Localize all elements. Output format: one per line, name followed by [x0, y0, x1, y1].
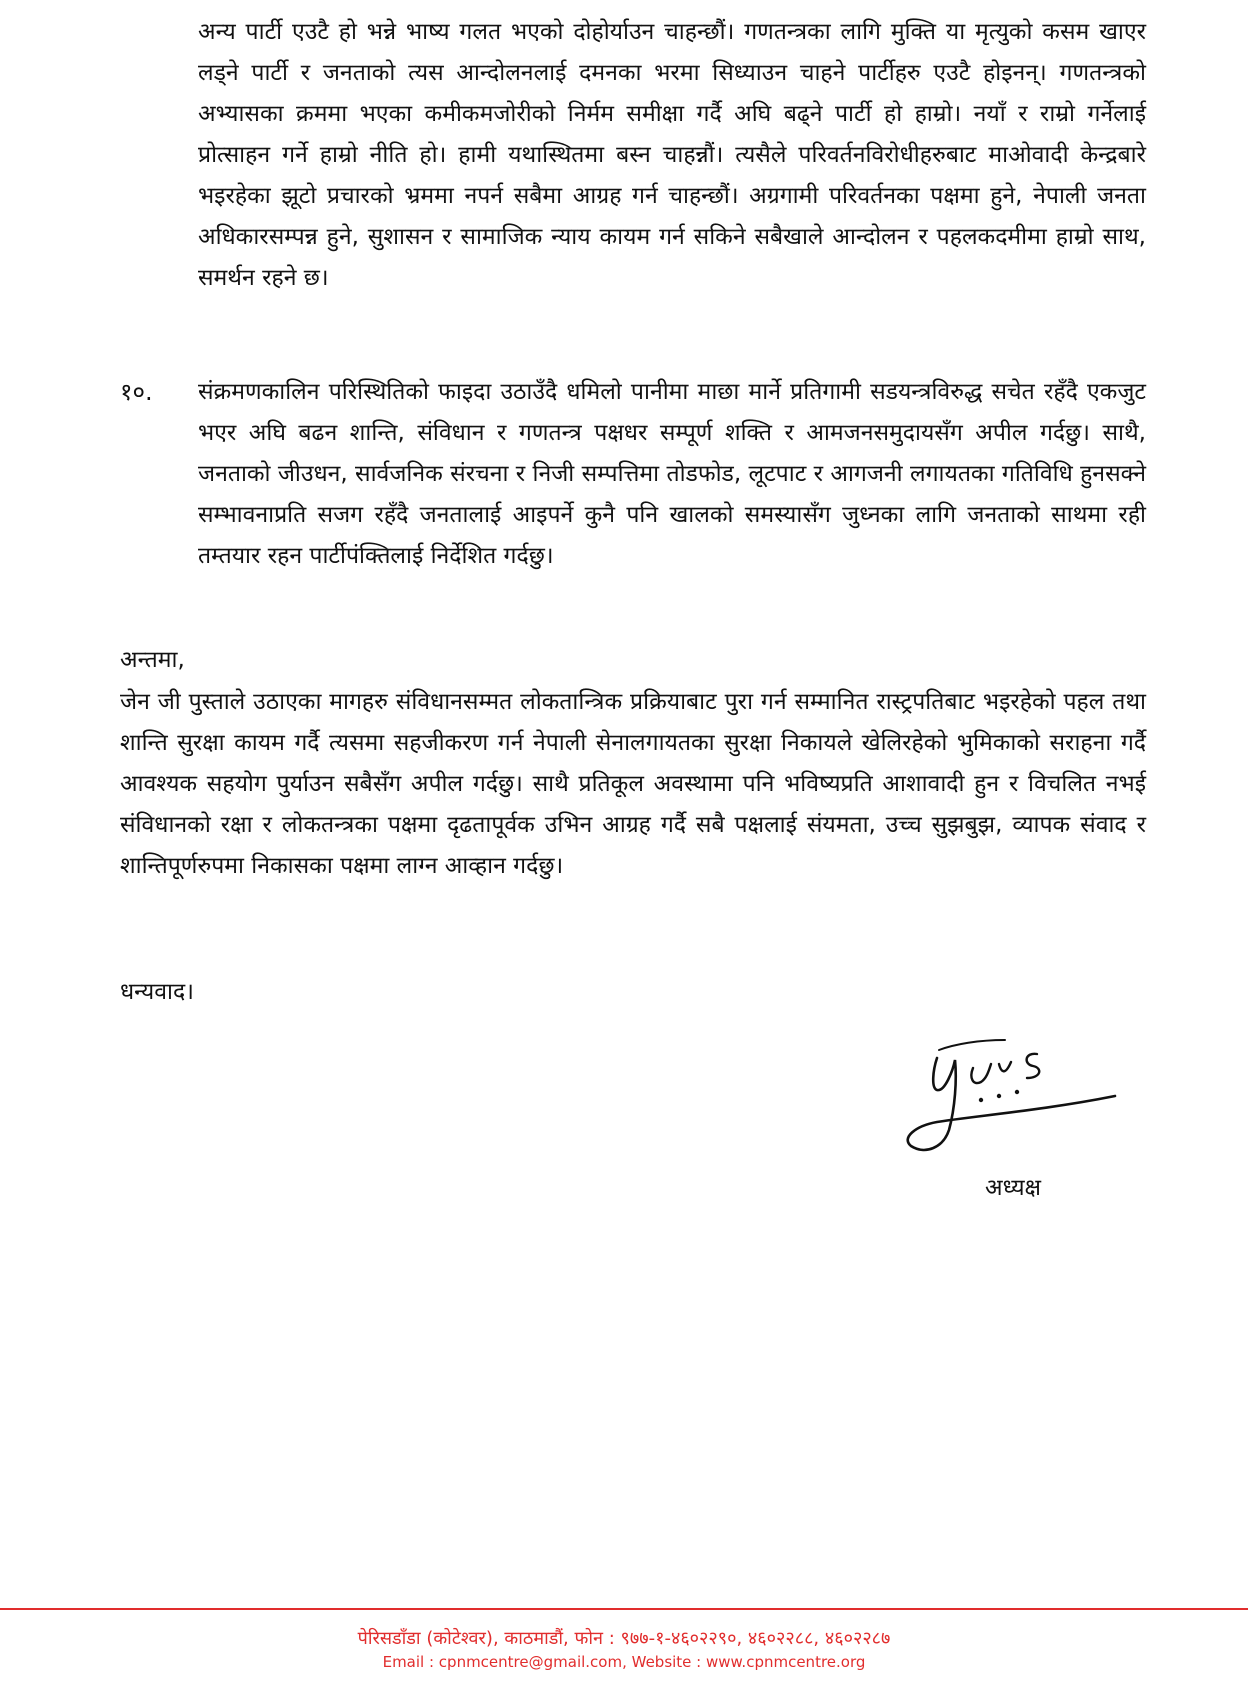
item-text: संक्रमणकालिन परिस्थितिको फाइदा उठाउँदै धमिलो पानीमा माछा मार्ने प्रतिगामी सडयन्त्रविरुद्ध सचेत रहँदै एकजुट भएर अघि बढन शान्ति, संविधान र गणतन्त्र पक्षधर सम्पूर्ण शक्ति र आमजनसमुदायसँग अपील गर्दछु। साथै, जनताको जीउधन, सार्वजनिक संरचना र निजी सम्पत्तिमा तोडफोड, लूटपाट र आगजनी लगायतका गतिविधि हुनसक्ने सम्भावनाप्रति सजग रहँदै जनतालाई आइपर्ने कुनै पनि खालको समस्यासँग जुध्नका लागि जनताको साथमा रही तम्तयार रहन पार्टीपंक्तिलाई निर्देशित गर्दछु।: [198, 379, 1146, 569]
thanks-text: धन्यवाद।: [120, 979, 194, 1005]
closing-label: अन्तमा,: [120, 647, 185, 673]
continued-paragraph: अन्य पार्टी एउटै हो भन्ने भाष्य गलत भएको दोहोर्याउन चाहन्छौं। गणतन्त्रका लागि मुक्ति या मृत्युको कसम खाएर लड्ने पार्टी र जनताको त्यस आन्दोलनलाई दमनका भरमा सिध्याउन चाहने पार्टीहरु एउटै होइनन्। गणतन्त्रको अभ्यासका क्रममा भएका कमीकमजोरीको निर्मम समीक्षा गर्दै अघि बढ्ने पार्टी हो हाम्रो। नयाँ र राम्रो गर्नेलाई प्रोत्साहन गर्ने हाम्रो नीति हो। हामी यथास्थितमा बस्न चाहन्नौं। त्यसैले परिवर्तनविरोधीहरुबाट माओवादी केन्द्रबारे भइरहेका झूटो प्रचारको भ्रममा नपर्न सबैमा आग्रह गर्न चाहन्छौं। अग्रगामी परिवर्तनका पक्षमा हुने, नेपाली जनता अधिकारसम्पन्न हुने, सुशासन र सामाजिक न्याय कायम गर्न सकिने सबैखाले आन्दोलन र पहलकदमीमा हाम्रो साथ, समर्थन रहने छ।: [198, 19, 1146, 291]
footer-contact: Email : cpnmcentre@gmail.com, Website : www.cpnmcentre.org: [382, 1653, 866, 1671]
handwritten-signature: [895, 1030, 1155, 1180]
signatory-designation: अध्यक्ष: [985, 1175, 1042, 1201]
item-number: १०.: [120, 378, 153, 406]
footer-address: पेरिसडाँडा (कोटेश्वर), काठमाडौं, फोन : ९७७-१-४६०२२९०, ४६०२२८८, ४६०२२८७: [357, 1628, 891, 1649]
footer-divider: [0, 1608, 1248, 1610]
closing-paragraph: जेन जी पुस्ताले उठाएका मागहरु संविधानसम्मत लोकतान्त्रिक प्रक्रियाबाट पुरा गर्न सम्मानित रास्ट्रपतिबाट भइरहेको पहल तथा शान्ति सुरक्षा कायम गर्दै त्यसमा सहजीकरण गर्न नेपाली सेनालगायतका सुरक्षा निकायले खेलिरहेको भुमिकाको सराहना गर्दै आवश्यक सहयोग पुर्याउन सबैसँग अपील गर्दछु। साथै प्रतिकूल अवस्थामा पनि भविष्यप्रति आशावादी हुन र विचलित नभई संविधानको रक्षा र लोकतन्त्रका पक्षमा दृढतापूर्वक उभिन आग्रह गर्दै सबै पक्षलाई संयमता, उच्च सुझबुझ, व्यापक संवाद र शान्तिपूर्णरुपमा निकासका पक्षमा लाग्न आव्हान गर्दछु।: [120, 689, 1146, 879]
